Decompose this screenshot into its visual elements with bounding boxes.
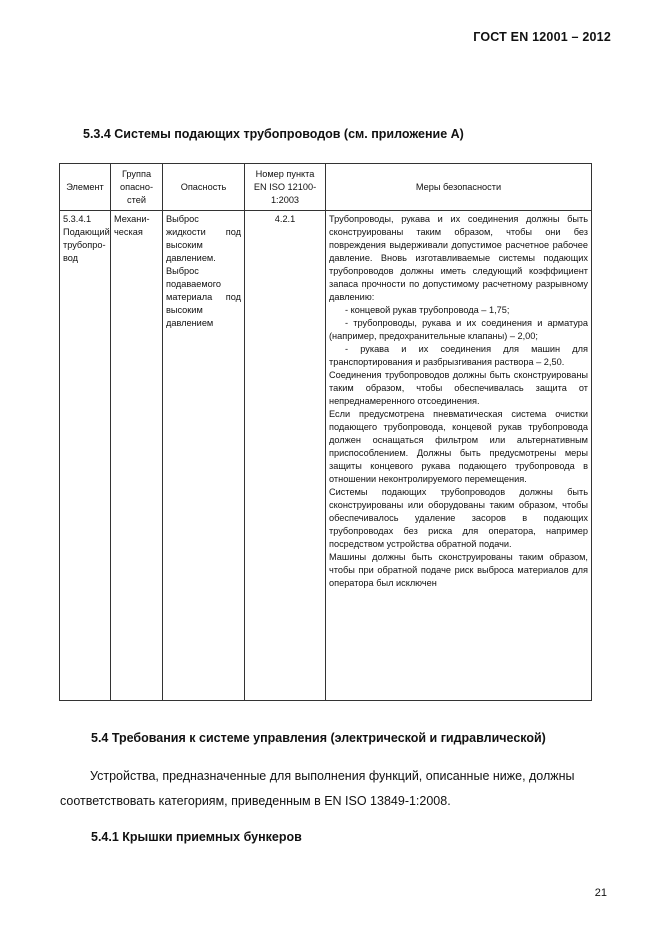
measure-paragraph: Трубопроводы, рукава и их соединения должны быть сконструированы таким образом, чтобы они без повреждения выдерживали допустимое расчетное рабочее давление. Вновь изготавливаемые системы подающих трубопроводов должны иметь следующий коэффициент запаса прочности по допустимому расчетному разрывному давлению: bbox=[329, 214, 588, 302]
cell-hazard-group: Механи-ческая bbox=[111, 211, 163, 701]
paragraph-text: Устройства, предназначенные для выполнения функций, описанные ниже, должны соответствовать категориям, приведенным в EN ISO 13849-1:2008. bbox=[60, 769, 575, 808]
measure-paragraph: - концевой рукав трубопровода – 1,75; bbox=[345, 305, 510, 315]
hazard-item: Выброс подаваемого материала под высоким давлением bbox=[166, 266, 241, 328]
measure-paragraph: Машины должны быть сконструированы таким образом, чтобы при обратной подаче риск выброса материалов для оператора был исключен bbox=[329, 552, 588, 588]
safety-measures-table bbox=[59, 163, 592, 701]
cell-hazard bbox=[163, 211, 245, 701]
measure-paragraph: Системы подающих трубопроводов должны быть сконструированы или оборудованы таким образом, чтобы обеспечивалось удаление засоров в подающих трубопроводах без риска для оператора, например посредством устройства обратной подачи. bbox=[329, 487, 588, 549]
measure-paragraph: - трубопроводы, рукава и их соединения и арматура (например, предохранительные клапаны) – 2,00; bbox=[329, 318, 588, 341]
hazard-item: Выброс жидкости под высоким давлением. bbox=[166, 214, 241, 263]
section-5-4-paragraph bbox=[60, 764, 620, 814]
measure-paragraph: Если предусмотрена пневматическая система очистки подающего трубопровода, концевой рукав трубопровода должен оснащаться фильтром или альтернативным приспособлением. Должны быть предусмотрены меры защиты концевого рукава подающего трубопровода в отношении неконтролируемого перемещения. bbox=[329, 409, 588, 484]
cell-element: 5.3.4.1 Подающий трубопро-вод bbox=[60, 211, 111, 701]
header-safety-measures: Меры безопасности bbox=[326, 164, 592, 211]
section-title-5-4: 5.4 Требования к системе управления (электрической и гидравлической) bbox=[91, 731, 546, 745]
header-hazard: Опасность bbox=[163, 164, 245, 211]
header-clause-number: Номер пункта EN ISO 12100-1:2003 bbox=[245, 164, 326, 211]
document-header: ГОСТ EN 12001 – 2012 bbox=[473, 30, 611, 44]
measure-paragraph: Соединения трубопроводов должны быть сконструированы таким образом, чтобы обеспечивалась защита от непреднамеренного отсоединения. bbox=[329, 370, 588, 406]
header-hazard-group: Группа опасно-стей bbox=[111, 164, 163, 211]
header-element: Элемент bbox=[60, 164, 111, 211]
cell-clause-number: 4.2.1 bbox=[245, 211, 326, 701]
cell-safety-measures bbox=[326, 211, 592, 701]
section-title-5-3-4: 5.3.4 Системы подающих трубопроводов (см. приложение А) bbox=[83, 127, 464, 141]
measure-paragraph: - рукава и их соединения для машин для транспортирования и разбрызгивания раствора – 2,50. bbox=[329, 344, 588, 367]
section-title-5-4-1: 5.4.1 Крышки приемных бункеров bbox=[91, 830, 302, 844]
table-header-row bbox=[60, 164, 592, 211]
table-row bbox=[60, 211, 592, 701]
page-number: 21 bbox=[594, 887, 607, 899]
